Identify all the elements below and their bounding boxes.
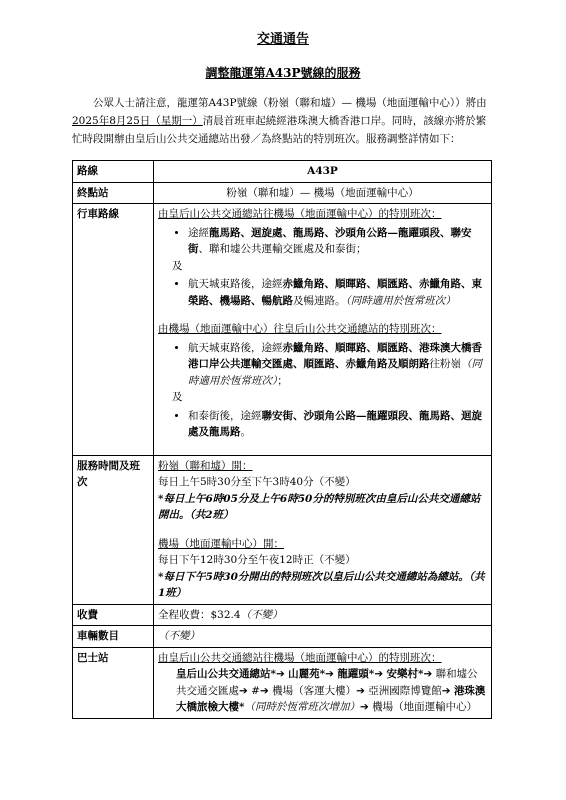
intro-text-1: 公眾人士請注意，龍運第A43P號線（粉嶺（聯和墟）— 機場（地面運輸中心））將由 — [93, 97, 487, 109]
hours-value — [154, 455, 492, 604]
row-route — [73, 161, 492, 183]
routing-section1-head: 由皇后山公共交通總站往機場（地面運輸中心）的特別班次： — [158, 208, 442, 220]
routing-section2-list-2 — [158, 408, 487, 441]
intro-paragraph — [72, 94, 492, 148]
stops-value — [154, 647, 492, 718]
hours-from-airport: 機場（地面運輸中心）開： — [158, 537, 284, 550]
fare-label: 收費 — [73, 604, 154, 626]
arrow-icon: ➔ — [239, 684, 248, 697]
terminus-label: 終點站 — [73, 182, 154, 204]
hours-airport-note: *每日下午5時30分開出的特別班次以皇后山公共交通總站為總站。（共1班） — [158, 570, 485, 599]
hours-airport-time: 每日下午12時30分至午夜12時正（不變） — [158, 554, 356, 566]
arrow-icon: ➔ — [259, 684, 269, 697]
arrow-icon: ➔ — [374, 668, 384, 680]
stops-list: 皇后山公共交通總站*➔ 山麗苑*➔ 龍躍頭*➔ 安樂村*➔ 聯和墟公共交通交匯處➔ #➔ 機場（客運大樓）➔ 亞洲國際博覽館➔ 港珠澳大橋旅檢大樓*（同時於恆常班次增加）➔ 機場（地面運輸中心） — [176, 668, 486, 713]
row-hours — [73, 455, 492, 604]
routing-section2-head: 由機場（地面運輸中心）往皇后山公共交通總站的特別班次： — [158, 323, 442, 335]
stops-head: 由皇后山公共交通總站往機場（地面運輸中心）的特別班次： — [158, 651, 442, 664]
notice-title: 交通通告 — [256, 32, 309, 47]
terminus-value: 粉嶺（聯和墟）— 機場（地面運輸中心） — [154, 182, 492, 204]
list-item: • 和泰街後，途經聯安街、沙頭角公路—龍躍頭段、龍馬路、迴旋處及龍馬路。 — [188, 408, 487, 441]
row-terminus — [73, 182, 492, 204]
intro-text-2: 清晨首班車起繞經港珠澳大橋香港口岸。同時，該線亦將於繁忙時段開辦由皇后山公共交通總站出發／為終點站的特別班次。服務調整詳情如下： — [72, 115, 487, 145]
fare-value: 全程收費：$32.4（不變） — [154, 604, 492, 626]
fleet-label: 車輛數目 — [73, 626, 154, 648]
route-value: A43P — [154, 161, 492, 183]
arrow-icon: ➔ — [360, 701, 369, 713]
fleet-value: （不變） — [154, 626, 492, 648]
routing-and-1: 及 — [172, 259, 183, 272]
arrow-icon: ➔ — [356, 684, 365, 697]
service-table — [72, 160, 492, 719]
route-label: 路線 — [73, 161, 154, 183]
list-item: • 途經龍馬路、迴旋處、龍馬路、沙頭角公路—龍躍頭段、聯安街、聯和墟公共運輸交匯處及和泰街； — [188, 225, 487, 258]
arrow-icon: ➔ — [276, 668, 285, 680]
intro-date: 2025年8月25日（星期一） — [72, 115, 203, 127]
routing-section2-list — [158, 340, 487, 390]
routing-section1-list — [158, 225, 487, 258]
row-fare — [73, 604, 492, 626]
list-item: • 航天城東路後，途經赤鱲角路、順暉路、順匯路、赤鱲角路、東榮路、機場路、暢航路及暢連路。（同時適用於恆常班次） — [188, 276, 487, 309]
hours-label: 服務時間及班次 — [73, 455, 154, 604]
routing-value — [154, 204, 492, 456]
hours-from-fanling: 粉嶺（聯和墟）開： — [158, 459, 253, 472]
routing-and-2: 及 — [172, 391, 183, 403]
arrow-icon: ➔ — [423, 668, 433, 680]
hours-fanling-time: 每日上午5時30分至下午3時40分（不變） — [158, 476, 356, 488]
stops-label: 巴士站 — [73, 647, 154, 718]
row-stops — [73, 647, 492, 718]
routing-label: 行車路線 — [73, 204, 154, 456]
routing-section1-list-2 — [158, 276, 487, 309]
row-routing — [73, 204, 492, 456]
notice-subtitle: 調整龍運第A43P號線的服務 — [205, 66, 361, 80]
list-item: • 航天城東路後，途經赤鱲角路、順暉路、順匯路、港珠澳大橋香港口岸公共運輸交匯處、順匯路、赤鱲角路及順朗路往粉嶺（同時適用於恆常班次）； — [188, 340, 487, 390]
row-fleet — [73, 626, 492, 648]
arrow-icon: ➔ — [325, 668, 334, 680]
hours-fanling-note: *每日上午6時05分及上午6時50分的特別班次由皇后山公共交通總站開出。（共2班） — [158, 492, 481, 521]
arrow-icon: ➔ — [441, 684, 451, 697]
